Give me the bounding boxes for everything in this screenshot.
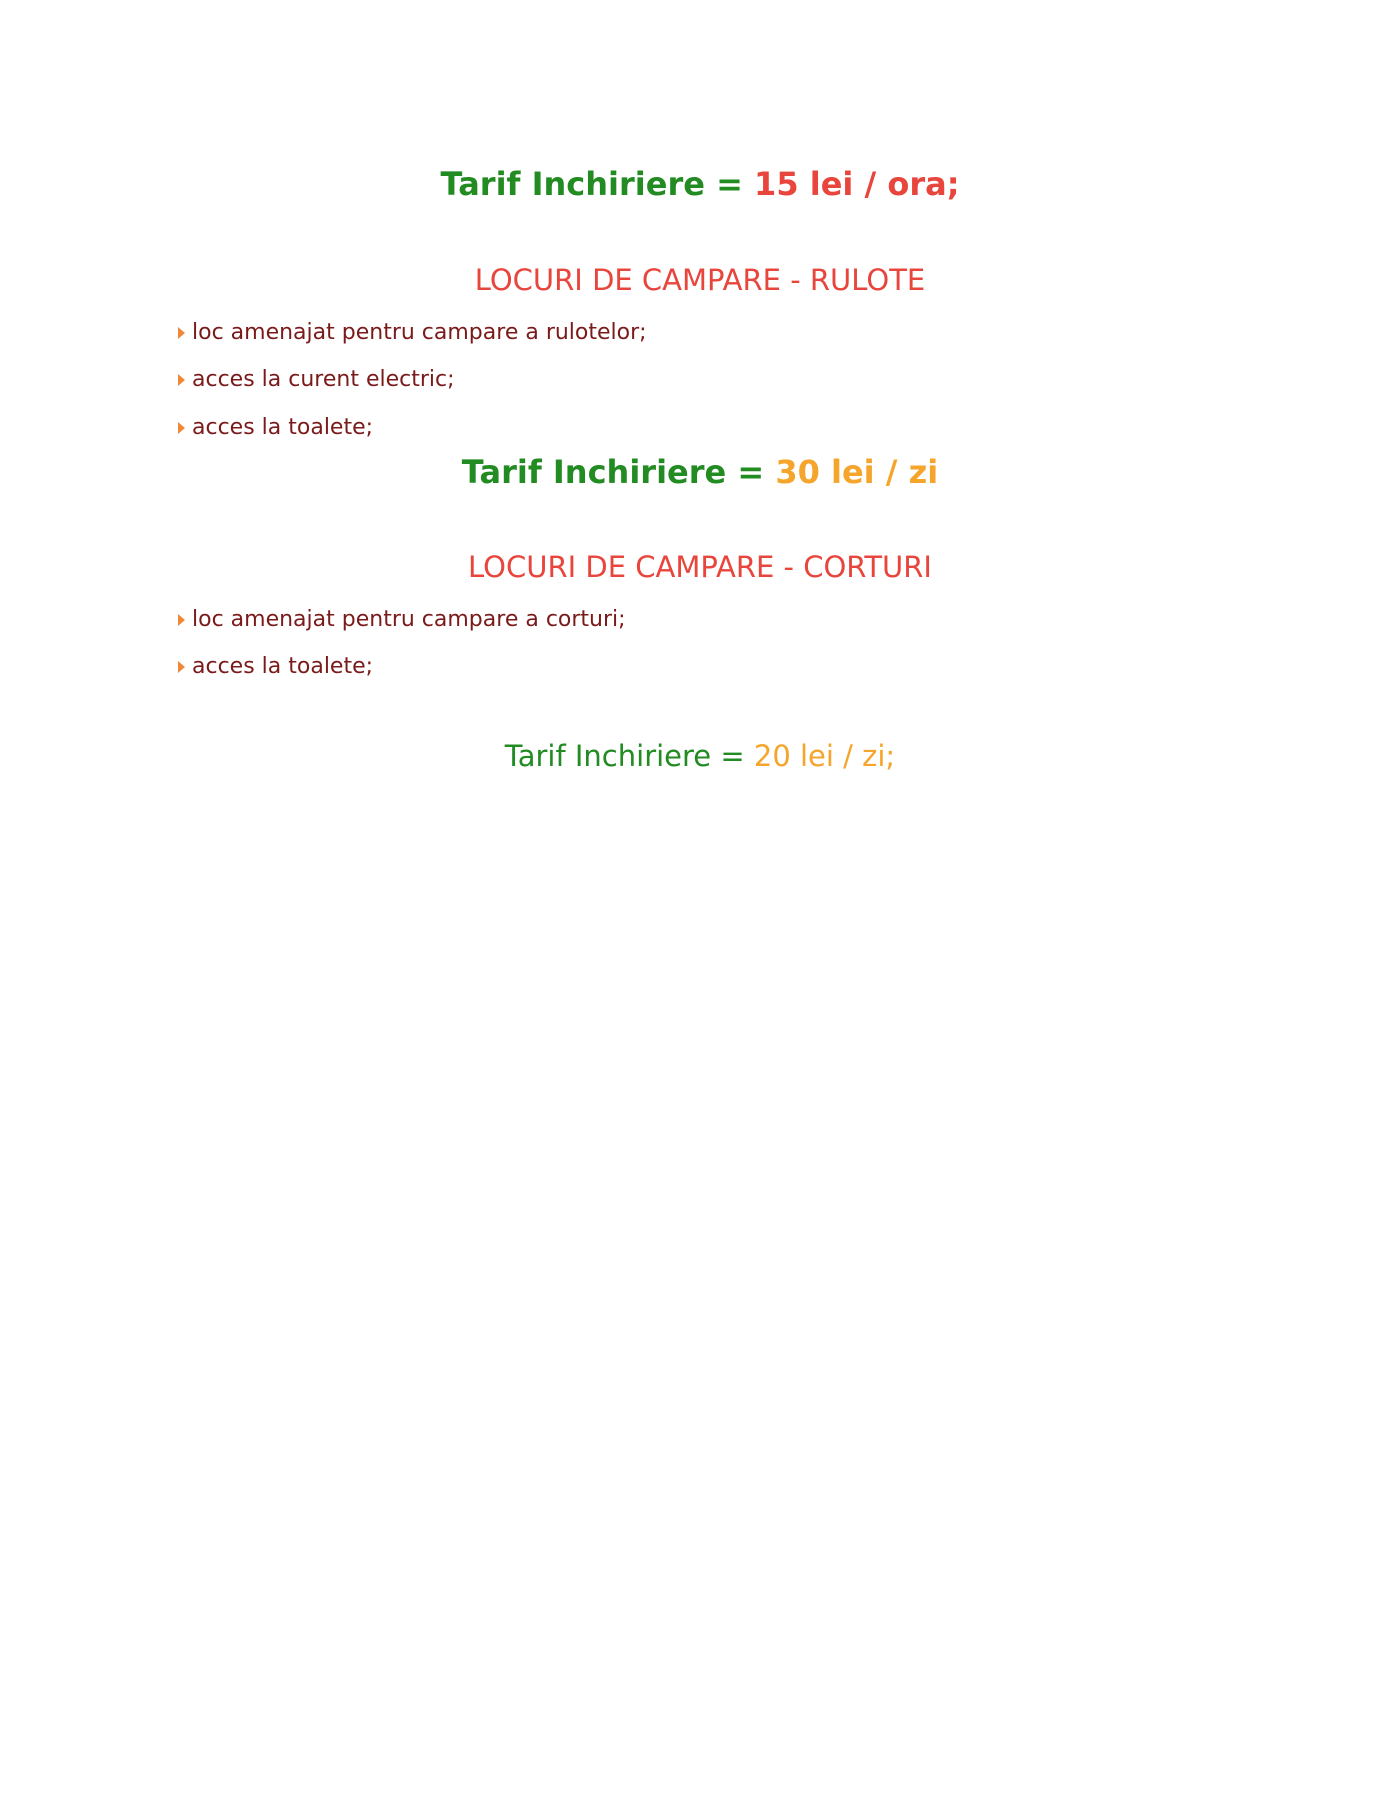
section-heading-rulote: LOCURI DE CAMPARE - RULOTE (474, 263, 926, 297)
tarif-label: Tarif Inchiriere = (461, 453, 776, 491)
arrow-right-icon (178, 614, 185, 626)
list-item-text: loc amenajat pentru campare a corturi; (192, 607, 626, 632)
arrow-right-icon (178, 422, 185, 434)
list-item-text: acces la toalete; (192, 654, 374, 679)
tarif-price: 30 lei / zi (775, 453, 939, 491)
tarif-hourly-line (0, 165, 1400, 203)
list-item (178, 417, 373, 439)
tarif-label: Tarif Inchiriere = (440, 165, 755, 203)
tarif-corturi-line (0, 739, 1400, 773)
arrow-right-icon (178, 374, 185, 386)
list-item (178, 656, 373, 678)
tarif-label: Tarif Inchiriere = (504, 739, 754, 773)
tarif-price: 20 lei / zi; (753, 739, 896, 773)
tarif-rulote-line (0, 453, 1400, 491)
arrow-right-icon (178, 661, 185, 673)
list-item (178, 369, 455, 391)
list-item (178, 322, 647, 344)
list-item-text: acces la toalete; (192, 415, 374, 440)
list-item (178, 609, 626, 631)
list-item-text: loc amenajat pentru campare a rulotelor; (192, 320, 647, 345)
tarif-price: 15 lei / ora; (754, 165, 960, 203)
section-heading-corturi: LOCURI DE CAMPARE - CORTURI (468, 550, 932, 584)
list-item-text: acces la curent electric; (192, 367, 455, 392)
arrow-right-icon (178, 327, 185, 339)
